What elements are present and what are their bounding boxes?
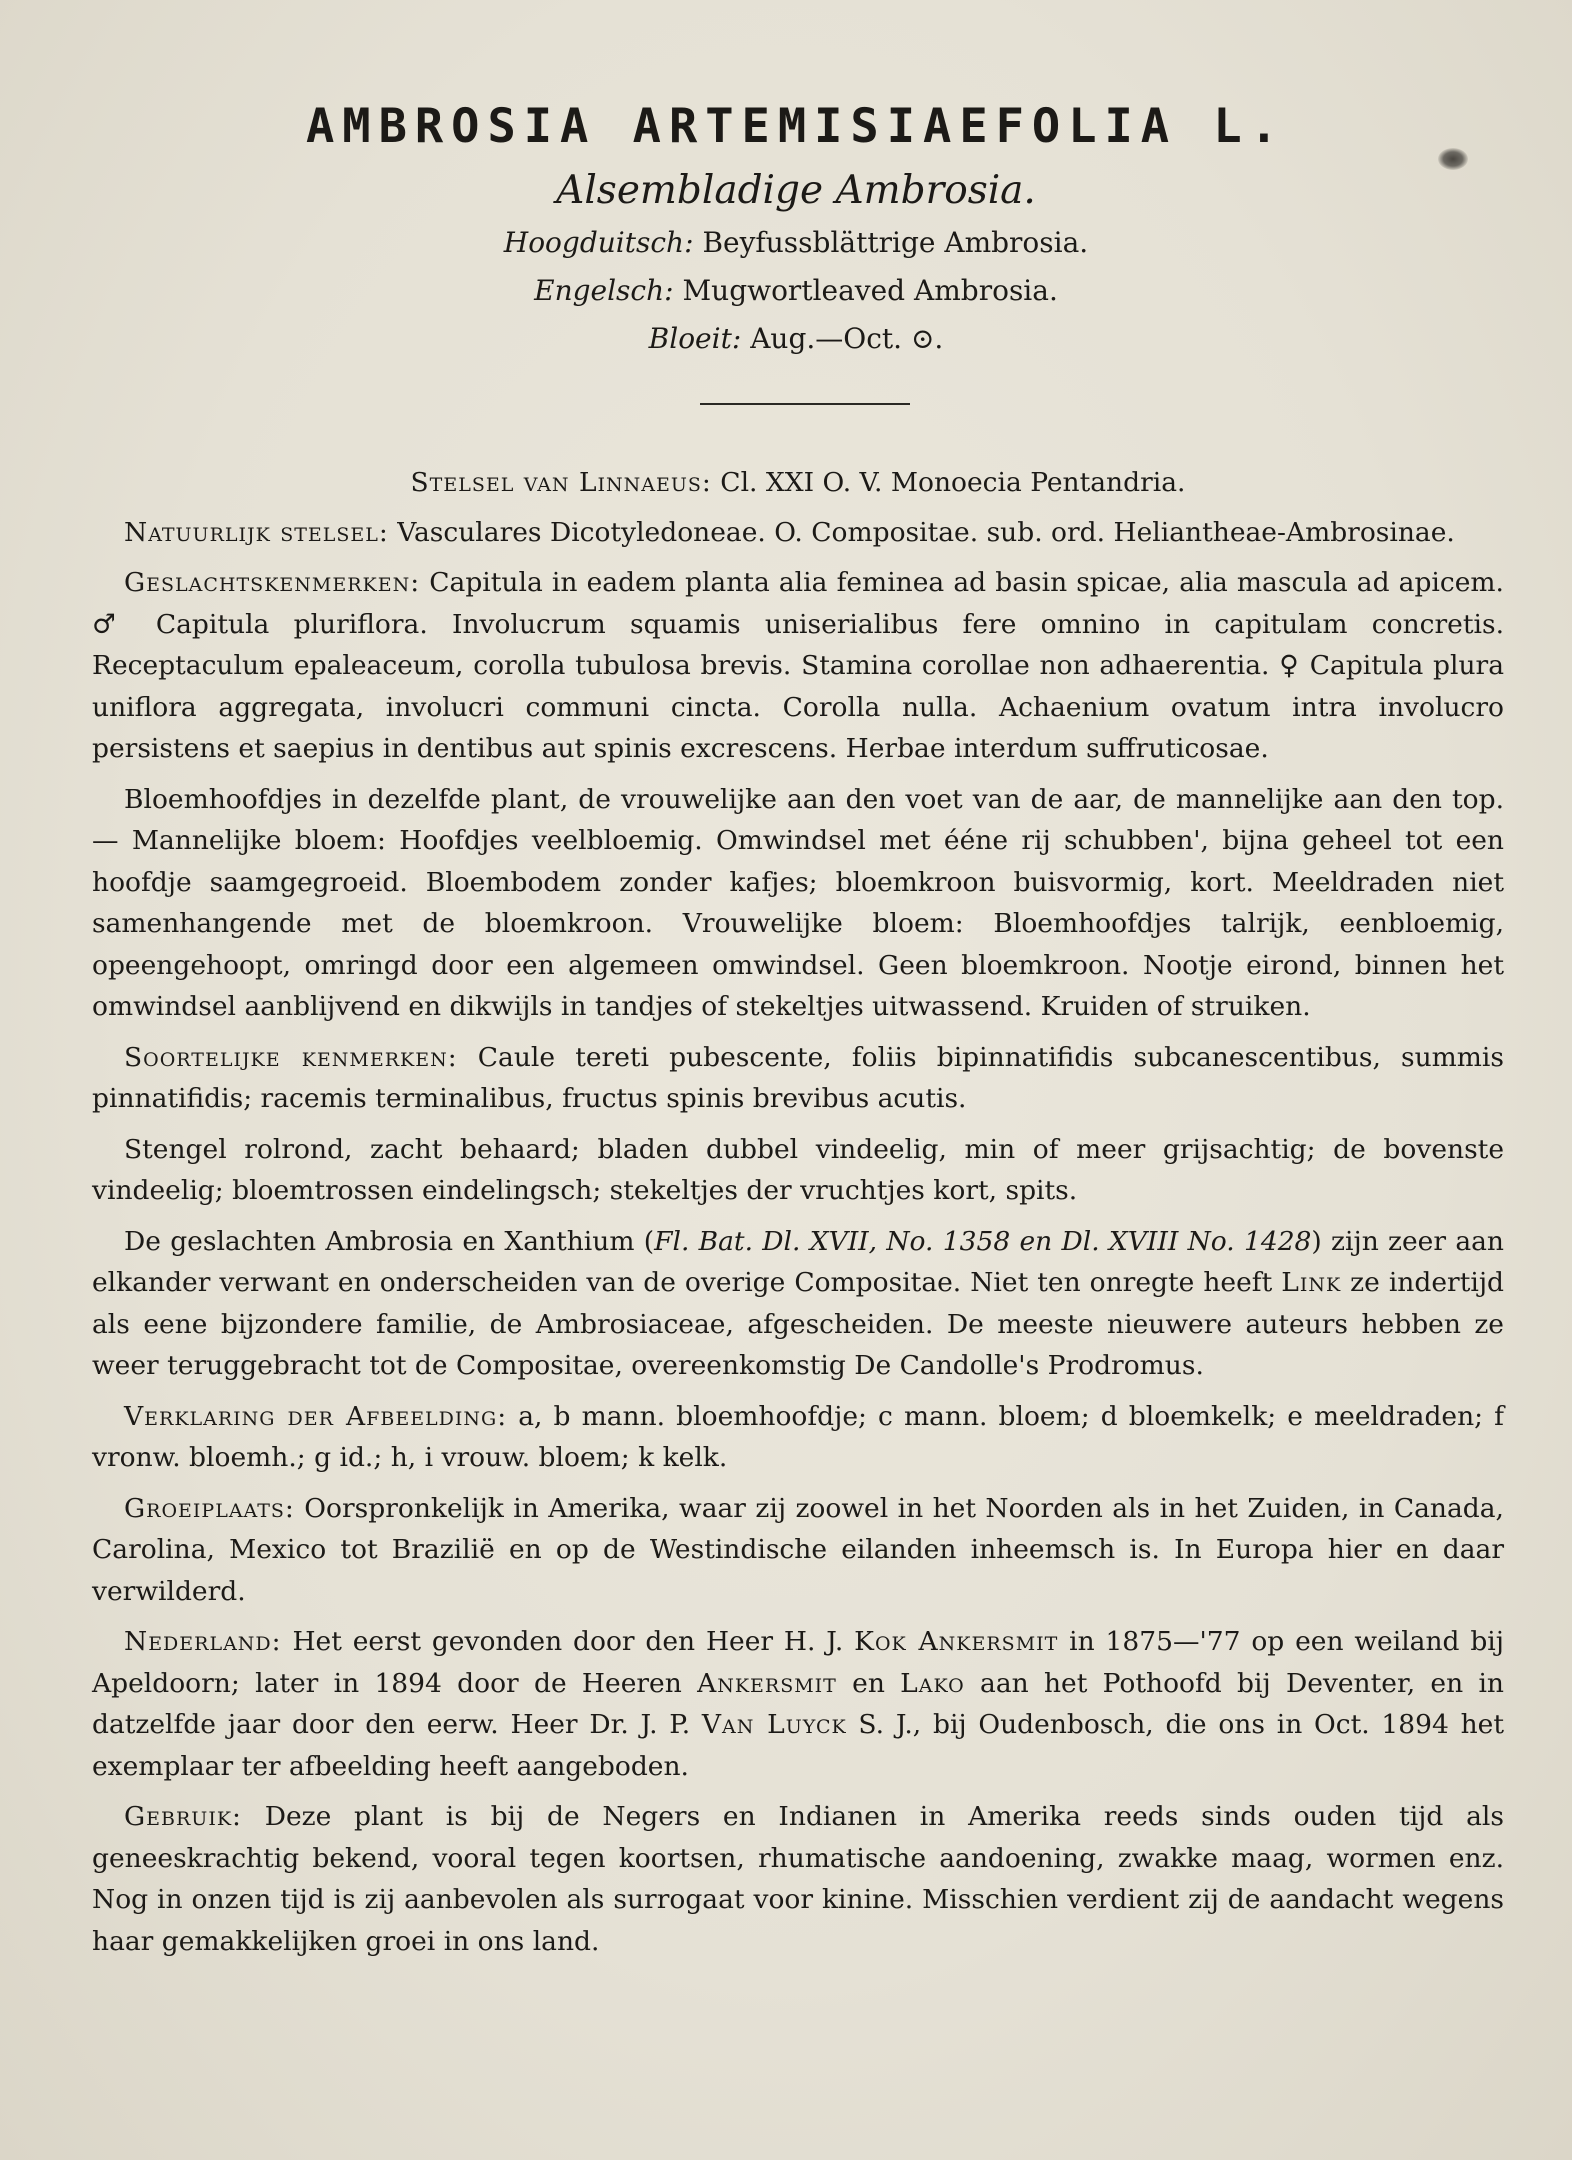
genus-latin-text: Capitula in eadem planta alia feminea ad basin spicae, alia mascula ad apicem. ♂ Capitula pluriflora. Involucrum squamis uniserialibus fere omnino in capitulam concretis. Receptaculum epaleaceum, corolla tubulosa brevis. Stamina corollae non adhaerentia. ♀ Capitula plura uniflora aggregata, involucri communi cincta. Corolla nulla. Achaenium ovatum intra involucro persistens et saepius in dentibus aut spinis excrescens. Herbae interdum suffruticosae. <box>92 567 1504 764</box>
use-label: Gebruik: <box>124 1801 242 1832</box>
person-van-luyck: Van Luyck <box>701 1709 847 1740</box>
species-section <box>92 1037 1504 1120</box>
flora-reference: Fl. Bat. Dl. XVII, No. 1358 en Dl. XVIII No. 1428 <box>654 1225 1312 1257</box>
species-latin-text: Caule tereti pubescente, foliis bipinnatifidis subcanescentibus, summis pinnatifidis; racemis terminalibus, fructus spinis brevibus acutis. <box>92 1041 1504 1114</box>
bloom-value: Aug.—Oct. ⊙. <box>750 322 944 355</box>
species-dutch-paragraph: Stengel rolrond, zacht behaard; bladen dubbel vindeelig, min of meer grijsachtig; de bovenste vindeelig; bloemtrossen eindelingsch; stekeltjes der vruchtjes kort, spits. <box>92 1133 1504 1206</box>
netherlands-text-5: S. J., bij Oudenbosch, die ons in Oct. 1894 het exemplaar ter afbeelding heeft aangeboden. <box>92 1709 1504 1782</box>
page-title: AMBROSIA ARTEMISIAEFOLIA L. <box>305 99 1286 154</box>
genera-note-a: De geslachten Ambrosia en Xanthium ( <box>124 1225 655 1257</box>
netherlands-label: Nederland: <box>124 1626 282 1657</box>
english-name: Mugwortleaved Ambrosia. <box>682 274 1058 307</box>
bloom-line <box>0 315 1572 363</box>
netherlands-text-3: en <box>836 1667 901 1699</box>
genus-label: Geslachtskenmerken: <box>124 567 421 598</box>
person-lako: Lako <box>900 1667 965 1699</box>
linnaeus-text: Cl. XXI O. V. Monoecia Pentandria. <box>720 467 1186 498</box>
english-label: Engelsch: <box>534 274 674 307</box>
netherlands-section <box>92 1621 1504 1787</box>
divider-rule <box>700 403 910 405</box>
netherlands-text-1: Het eerst gevonden door den Heer H. J. <box>292 1626 855 1657</box>
genera-note-c: ze indertijd als eene bijzondere familie, de Ambrosiaceae, afgescheiden. De meeste nieuwere auteurs hebben ze weer teruggebracht tot de Compositae, overeenkomstig De Candolle's Prodromus. <box>92 1267 1504 1381</box>
explanation-text: a, b mann. bloemhoofdje; c mann. bloem; d bloemkelk; e meeldraden; f vronw. bloemh.; g id.; h, i vrouw. bloem; k kelk. <box>92 1400 1504 1473</box>
species-label: Soortelijke kenmerken: <box>124 1041 458 1073</box>
explanation-label: Verklaring der Afbeelding: <box>124 1400 508 1432</box>
person-kok-ankersmit: Kok Ankersmit <box>854 1626 1059 1657</box>
person-ankersmit: Ankersmit <box>697 1667 837 1699</box>
netherlands-text-2: in 1875—'77 op een weiland bij Apeldoorn; later in 1894 door de Heeren <box>92 1626 1504 1699</box>
explanation-section <box>92 1396 1504 1479</box>
natural-system-section <box>92 512 1504 554</box>
genera-note-paragraph <box>92 1221 1504 1387</box>
author-link: Link <box>1281 1267 1342 1298</box>
german-name: Beyfussblättrige Ambrosia. <box>702 226 1089 259</box>
use-section <box>92 1796 1504 1962</box>
genus-dutch-paragraph: Bloemhoofdjes in dezelfde plant, de vrouwelijke aan den voet van de aar, de mannelijke aan den top. — Mannelijke bloem: Hoofdjes veelbloemig. Omwindsel met ééne rij schubben', bijna geheel tot een hoofdje saamgegroeid. Bloembodem zonder kafjes; bloemkroon buisvormig, kort. Meeldraden niet samenhangende met de bloemkroon. Vrouwelijke bloem: Bloemhoofdjes talrijk, eenbloemig, opeengehoopt, omringd door een algemeen omwindsel. Geen bloemkroon. Nootje eirond, binnen het omwindsel aanblijvend en dikwijls in tandjes of stekeltjes uitwassend. Kruiden of struiken. <box>92 783 1504 1022</box>
linnaeus-label: Stelsel van Linnaeus: <box>410 467 712 498</box>
use-text: Deze plant is bij de Negers en Indianen in Amerika reeds sinds ouden tijd als geneeskrachtig bekend, vooral tegen koortsen, rhumatische aandoening, zwakke maag, wormen enz. Nog in onzen tijd is zij aanbevolen als surrogaat voor kinine. Misschien verdient zij de aandacht wegens haar gemakkelijken groei in ons land. <box>92 1801 1504 1957</box>
natural-system-text: Vasculares Dicotyledoneae. O. Compositae. sub. ord. Heliantheae-Ambrosinae. <box>397 516 1455 548</box>
linnaeus-section <box>92 462 1504 504</box>
body-text <box>92 462 1504 1971</box>
netherlands-text-4: aan het Pothoofd bij Deventer, en in datzelfde jaar door den eerw. Heer Dr. J. P. <box>92 1667 1504 1740</box>
header <box>0 95 1572 363</box>
german-label: Hoogduitsch: <box>503 226 694 259</box>
habitat-section <box>92 1488 1504 1613</box>
genera-note-b: ) zijn zeer aan elkander verwant en onderscheiden van de overige Compositae. Niet ten onregte heeft <box>92 1225 1504 1298</box>
english-name-line <box>0 267 1572 315</box>
bloom-label: Bloeit: <box>648 322 742 355</box>
habitat-text: Oorspronkelijk in Amerika, waar zij zoowel in het Noorden als in het Zuiden, in Canada, Carolina, Mexico tot Brazilië en op de Westindische eilanden inheemsch is. In Europa hier en daar verwilderd. <box>92 1492 1504 1607</box>
german-name-line <box>0 219 1572 267</box>
dutch-name: Alsembladige Ambrosia. <box>556 168 1036 213</box>
genus-section <box>92 562 1504 770</box>
natural-system-label: Natuurlijk stelsel: <box>124 516 389 548</box>
habitat-label: Groeiplaats: <box>124 1492 295 1524</box>
